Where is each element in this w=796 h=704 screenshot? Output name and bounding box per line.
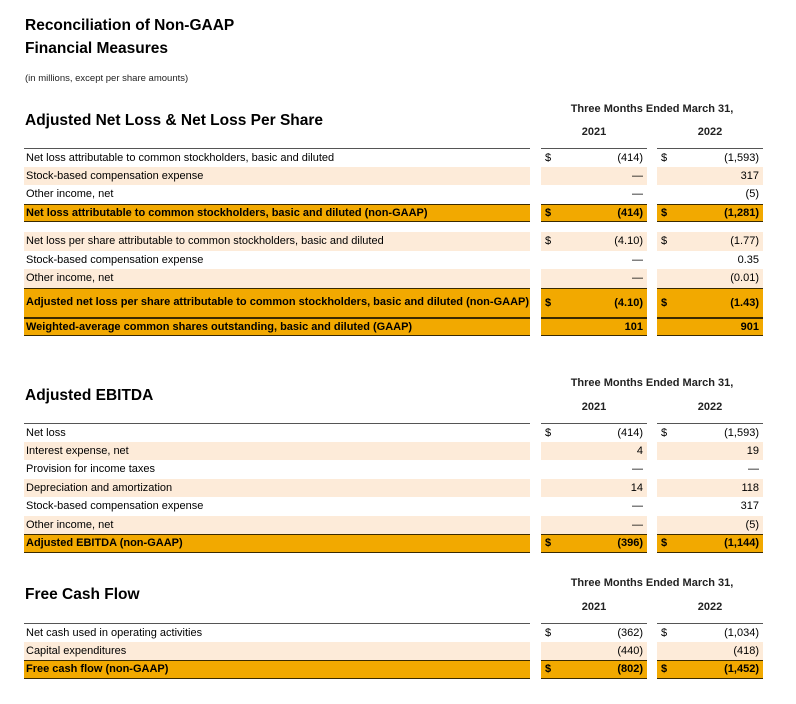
row-label: Net loss per share attributable to common stockholders, basic and diluted bbox=[24, 232, 530, 251]
total-row bbox=[24, 204, 764, 223]
row-label: Interest expense, net bbox=[24, 442, 530, 461]
currency-symbol: $ bbox=[661, 296, 668, 309]
currency-symbol: $ bbox=[545, 296, 552, 309]
table-row bbox=[24, 497, 764, 516]
value-2022: (1,144) bbox=[724, 537, 759, 550]
year-header-2021: 2021 bbox=[581, 601, 607, 613]
row-label: Other income, net bbox=[24, 269, 530, 288]
row-label: Stock-based compensation expense bbox=[26, 253, 204, 266]
currency-symbol: $ bbox=[545, 151, 552, 164]
row-label: Net cash used in operating activities bbox=[24, 623, 530, 642]
currency-symbol: $ bbox=[545, 206, 552, 219]
currency-symbol: $ bbox=[661, 235, 668, 248]
row-label: Capital expenditures bbox=[24, 642, 530, 661]
value-2021: (4.10) bbox=[614, 296, 643, 309]
value-2021: 4 bbox=[636, 444, 643, 457]
value-2022: (0.01) bbox=[730, 272, 759, 285]
table-row bbox=[24, 251, 764, 270]
value-2021: — bbox=[632, 463, 643, 476]
value-2021: (802) bbox=[617, 663, 643, 676]
total-row bbox=[24, 318, 764, 337]
value-2022: 317 bbox=[740, 500, 759, 513]
value-2022: 19 bbox=[746, 444, 759, 457]
row-label: Weighted-average common shares outstanding, basic and diluted (GAAP) bbox=[24, 318, 530, 337]
row-label: Stock-based compensation expense bbox=[26, 500, 204, 513]
value-2021: (414) bbox=[617, 426, 643, 439]
section-title-fcf: Free Cash Flow bbox=[25, 586, 140, 603]
value-2022: (1,593) bbox=[724, 151, 759, 164]
row-label: Free cash flow (non-GAAP) bbox=[24, 660, 530, 679]
year-header-2022: 2022 bbox=[697, 601, 723, 613]
year-header-2021: 2021 bbox=[581, 401, 607, 413]
currency-symbol: $ bbox=[661, 151, 668, 164]
currency-symbol: $ bbox=[661, 626, 668, 639]
value-2021: (4.10) bbox=[614, 235, 643, 248]
value-2021: (414) bbox=[617, 206, 643, 219]
value-2021: — bbox=[632, 518, 643, 531]
section-title-net-loss: Adjusted Net Loss & Net Loss Per Share bbox=[25, 112, 324, 129]
table-row bbox=[24, 148, 764, 167]
currency-symbol: $ bbox=[545, 537, 552, 550]
value-2022: (1,452) bbox=[724, 663, 759, 676]
row-label: Net loss bbox=[24, 423, 530, 442]
value-2021: (440) bbox=[617, 644, 643, 657]
ebitda-table bbox=[24, 423, 764, 553]
total-row bbox=[24, 288, 764, 318]
table-row bbox=[24, 423, 764, 442]
value-2022: 901 bbox=[740, 320, 759, 333]
value-2022: 118 bbox=[741, 481, 759, 494]
table-row bbox=[24, 185, 764, 204]
value-2021: — bbox=[632, 272, 643, 285]
value-2021: (362) bbox=[617, 626, 643, 639]
year-header-2022: 2022 bbox=[697, 126, 723, 138]
table-row bbox=[24, 516, 764, 535]
page-title-line2: Financial Measures bbox=[25, 40, 169, 57]
currency-symbol: $ bbox=[661, 537, 668, 550]
row-label: Other income, net bbox=[26, 188, 114, 201]
value-2021: — bbox=[632, 169, 643, 182]
year-header-2022: 2022 bbox=[697, 401, 723, 413]
value-2022: (1,281) bbox=[724, 206, 759, 219]
value-2022: (5) bbox=[745, 518, 759, 531]
units-note: (in millions, except per share amounts) bbox=[25, 73, 189, 84]
row-label: Adjusted net loss per share attributable to common stockholders, basic and diluted (non-GAAP) bbox=[24, 288, 530, 318]
total-row bbox=[24, 660, 764, 679]
currency-symbol: $ bbox=[661, 663, 668, 676]
value-2021: — bbox=[632, 253, 643, 266]
table-row bbox=[24, 642, 764, 661]
value-2022: (1,593) bbox=[724, 426, 759, 439]
currency-symbol: $ bbox=[661, 206, 668, 219]
table-row bbox=[24, 442, 764, 461]
table-row bbox=[24, 479, 764, 498]
year-header-2021: 2021 bbox=[581, 126, 607, 138]
currency-symbol: $ bbox=[545, 426, 552, 439]
total-row bbox=[24, 534, 764, 553]
value-2022: — bbox=[748, 463, 759, 476]
table-row bbox=[24, 269, 764, 288]
value-2021: 14 bbox=[630, 481, 643, 494]
page-title-line1: Reconciliation of Non-GAAP bbox=[25, 17, 235, 34]
currency-symbol: $ bbox=[545, 235, 552, 248]
section-title-ebitda: Adjusted EBITDA bbox=[25, 387, 154, 404]
row-label: Other income, net bbox=[24, 516, 530, 535]
row-label: Stock-based compensation expense bbox=[24, 167, 530, 186]
value-2022: (1.43) bbox=[730, 296, 759, 309]
value-2022: (1.77) bbox=[730, 235, 759, 248]
row-label: Adjusted EBITDA (non-GAAP) bbox=[24, 534, 530, 553]
currency-symbol: $ bbox=[545, 626, 552, 639]
net-loss-table bbox=[24, 148, 764, 336]
value-2021: (414) bbox=[617, 151, 643, 164]
value-2022: (1,034) bbox=[724, 626, 759, 639]
value-2022: 0.35 bbox=[737, 253, 759, 266]
currency-symbol: $ bbox=[661, 426, 668, 439]
row-label: Net loss attributable to common stockholders, basic and diluted (non-GAAP) bbox=[24, 204, 530, 223]
table-row bbox=[24, 623, 764, 642]
value-2021: — bbox=[632, 500, 643, 513]
value-2022: (418) bbox=[733, 644, 759, 657]
value-2021: (396) bbox=[617, 537, 643, 550]
fcf-table bbox=[24, 623, 764, 679]
period-header: Three Months Ended March 31, bbox=[570, 377, 734, 389]
value-2022: 317 bbox=[740, 169, 759, 182]
value-2021: 101 bbox=[624, 320, 643, 333]
table-row bbox=[24, 167, 764, 186]
table-row bbox=[24, 232, 764, 251]
period-header: Three Months Ended March 31, bbox=[570, 103, 734, 115]
period-header: Three Months Ended March 31, bbox=[570, 577, 734, 589]
value-2022: (5) bbox=[745, 188, 759, 201]
table-row bbox=[24, 460, 764, 479]
row-label: Net loss attributable to common stockholders, basic and diluted bbox=[24, 148, 530, 167]
row-label: Provision for income taxes bbox=[26, 463, 155, 476]
currency-symbol: $ bbox=[545, 663, 552, 676]
value-2021: — bbox=[632, 188, 643, 201]
row-label: Depreciation and amortization bbox=[24, 479, 530, 498]
